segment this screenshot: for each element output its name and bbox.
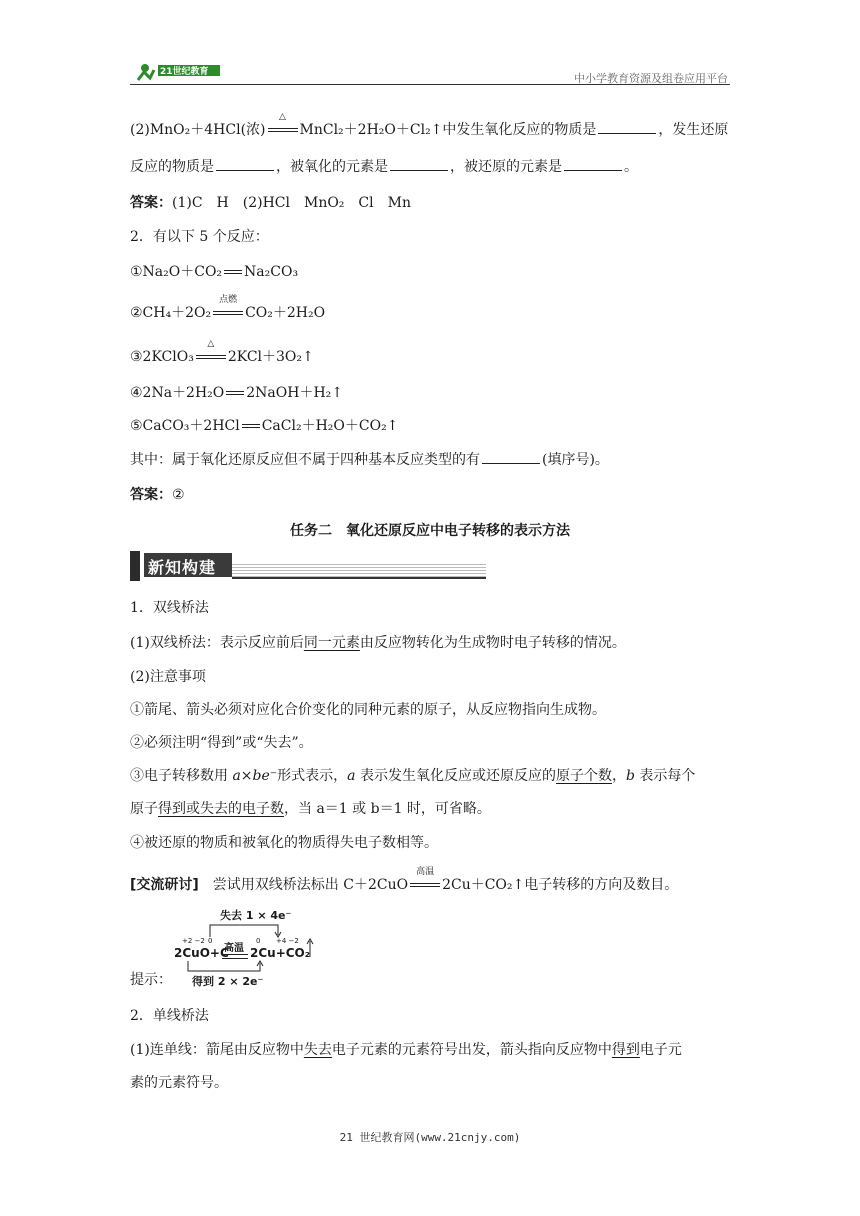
answer-blank[interactable] bbox=[390, 158, 448, 171]
lose-electrons-label: 失去 1 × 4e⁻ bbox=[220, 909, 292, 922]
site-logo bbox=[134, 60, 224, 82]
s1-note1: ①箭尾、箭头必须对应化合价变化的同种元素的原子，从反应物指向生成物。 bbox=[130, 702, 606, 718]
question-line: 其中：属于氧化还原反应但不属于四种基本反应类型的有 (填序号)。 bbox=[130, 452, 609, 468]
reaction-4: ④2Na＋2H₂O 2NaOH＋H₂↑ bbox=[130, 385, 344, 401]
answer-2: 答案：② bbox=[130, 487, 185, 503]
header-divider bbox=[130, 84, 730, 85]
s1-note3: ③电子转移数用 a×be⁻形式表示，a 表示发生氧化反应或还原反应的原子个数，b 表示每个 bbox=[130, 768, 696, 784]
reaction-5: ⑤CaCO₃＋2HCl CaCl₂＋H₂O＋CO₂↑ bbox=[130, 418, 399, 434]
s2-p1: (1)连单线：箭尾由反应物中失去电子元素的元素符号出发，箭头指向反应物中得到电子元 bbox=[130, 1042, 682, 1058]
footer: 21 世纪教育网(www.21cnjy.com) bbox=[339, 1131, 521, 1144]
hint-label: 提示： bbox=[130, 972, 172, 988]
s1-p2: (2)注意事项 bbox=[130, 669, 206, 685]
task-title: 任务二 氧化还原反应中电子转移的表示方法 bbox=[290, 523, 570, 539]
logo-text: 21世纪教育 bbox=[160, 67, 209, 77]
item-2-title: 2．有以下 5 个反应： bbox=[130, 229, 269, 245]
s2-p1-cont: 素的元素符号。 bbox=[130, 1075, 228, 1091]
reaction-3: ③2KClO₃ △ 2KCl＋3O₂↑ bbox=[130, 339, 314, 365]
section-banner bbox=[130, 551, 486, 581]
reaction-1: ①Na₂O＋CO₂ Na₂CO₃ bbox=[130, 264, 299, 280]
platform-name: 中小学教育资源及组卷应用平台 bbox=[574, 72, 728, 85]
gain-electrons-label: 得到 2 × 2e⁻ bbox=[192, 975, 264, 988]
s1-note2: ②必须注明“得到”或“失去”。 bbox=[130, 735, 313, 751]
answer-1: 答案：(1)C H (2)HCl MnO₂ Cl Mn bbox=[130, 195, 411, 211]
s1-title: 1．双线桥法 bbox=[130, 600, 209, 616]
s2-title: 2．单线桥法 bbox=[130, 1008, 209, 1024]
exchange-line: [交流研讨] 尝试用双线桥法标出 C＋2CuO 高温 2Cu＋CO₂↑电子转移的方向及数目。 bbox=[130, 867, 679, 893]
banner-label: 新知构建 bbox=[148, 558, 217, 577]
s1-note4: ④被还原的物质和被氧化的物质得失电子数相等。 bbox=[130, 835, 438, 851]
s1-note3-cont: 原子得到或失去的电子数，当 a＝1 或 b＝1 时，可省略。 bbox=[130, 801, 491, 817]
question-2-line1: (2)MnO₂＋4HCl(浓) △ MnCl₂＋2H₂O＋Cl₂↑中发生氧化反应的物质是 ，发生还原 bbox=[130, 112, 729, 138]
answer-blank[interactable] bbox=[598, 121, 656, 134]
answer-blank[interactable] bbox=[564, 158, 622, 171]
s1-p1: (1)双线桥法：表示反应前后同一元素由反应物转化为生成物时电子转移的情况。 bbox=[130, 635, 626, 651]
question-2-line2: 反应的物质是 ，被氧化的元素是 ，被还原的元素是 。 bbox=[130, 159, 638, 175]
reaction-2: ②CH₄＋2O₂ 点燃 CO₂＋2H₂O bbox=[130, 295, 326, 321]
electron-transfer-diagram: 失去 1 × 4e⁻ +2 −2 0 0 +4 −2 2CuO+C 高温 2Cu+CO₂ 得到 2 × 2e⁻ bbox=[170, 905, 330, 985]
answer-blank[interactable] bbox=[216, 158, 274, 171]
answer-blank[interactable] bbox=[482, 451, 540, 464]
